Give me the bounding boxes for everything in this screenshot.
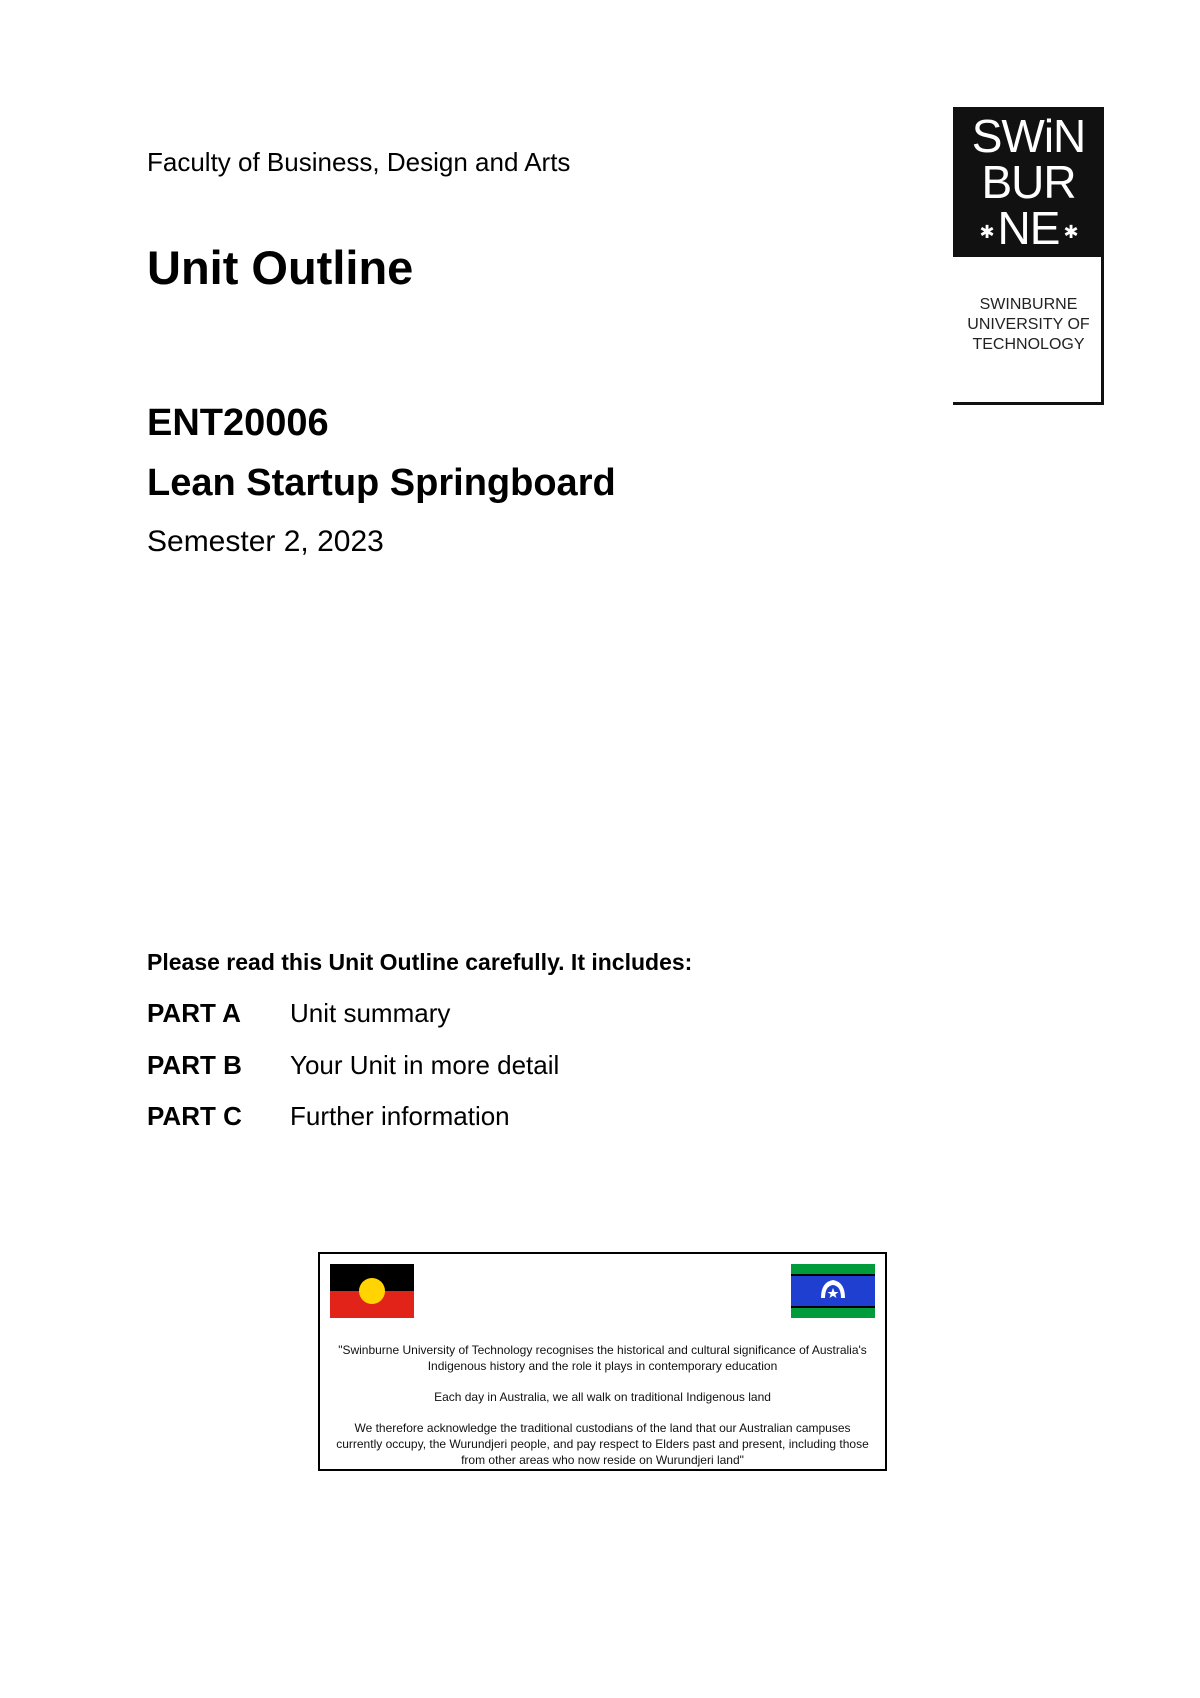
star-icon: ✱ <box>1063 221 1078 242</box>
logo-wordmark <box>953 295 1104 355</box>
acknowledgement-paragraph: Each day in Australia, we all walk on traditional Indigenous land <box>434 1390 771 1404</box>
part-label: PART B <box>147 1050 242 1080</box>
logo-text-line: UNIVERSITY OF <box>967 316 1090 333</box>
unit-code: ENT20006 <box>147 402 329 444</box>
logo-text-line: SWINBURNE <box>979 296 1078 313</box>
part-label: PART C <box>147 1101 242 1131</box>
logo-mark-line <box>953 202 1104 255</box>
acknowledgement-paragraph: We therefore acknowledge the traditional custodians of the land that our Australian campuses currently occupy, the Wurundjeri people, and pay respect to Elders past and present, including those from other areas who now reside on Wurundjeri land" <box>336 1421 869 1467</box>
part-description: Unit summary <box>290 998 451 1028</box>
faculty-name: Faculty of Business, Design and Arts <box>147 147 571 177</box>
star-icon: ✱ <box>979 221 994 242</box>
part-label: PART A <box>147 998 241 1028</box>
torres-strait-islander-flag-icon <box>791 1264 875 1318</box>
aboriginal-flag-icon <box>330 1264 414 1318</box>
document-title: Unit Outline <box>147 241 414 294</box>
part-description: Your Unit in more detail <box>290 1050 560 1080</box>
logo-mark <box>953 107 1104 257</box>
semester: Semester 2, 2023 <box>147 525 384 558</box>
acknowledgement-of-country <box>318 1252 887 1471</box>
logo-text-line: TECHNOLOGY <box>972 336 1085 353</box>
acknowledgement-paragraph: "Swinburne University of Technology recognises the historical and cultural significance of Australia's Indigenous history and the role it plays in contemporary education <box>338 1343 867 1373</box>
logo-mark-line: BUR <box>981 156 1076 208</box>
logo-mark-line: SWiN <box>971 110 1086 162</box>
swinburne-logo <box>953 107 1104 407</box>
unit-name: Lean Startup Springboard <box>147 462 616 504</box>
includes-intro: Please read this Unit Outline carefully. It includes: <box>147 949 693 975</box>
logo-mark-line-text: NE <box>997 202 1060 254</box>
part-description: Further information <box>290 1101 510 1131</box>
